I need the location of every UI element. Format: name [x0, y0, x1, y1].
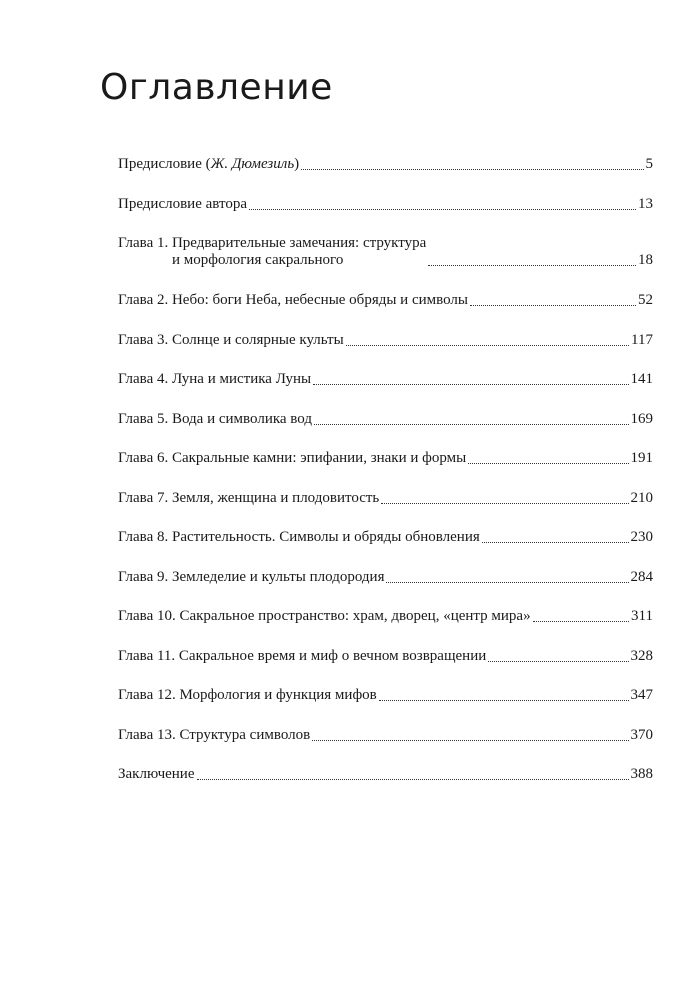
foreword-author: Ж. Дюмезиль: [210, 156, 295, 172]
toc-page-number: 370: [630, 726, 653, 743]
toc-entry-title: Глава 8. Растительность. Символы и обряды обновления: [118, 529, 480, 545]
dot-leader: [386, 582, 628, 583]
toc-entry-chapter-10: [118, 608, 653, 625]
toc-entry-author-preface: [118, 196, 653, 213]
dot-leader: [482, 542, 629, 543]
dot-leader: [197, 779, 629, 780]
dot-leader: [346, 345, 629, 346]
toc-entry-chapter-12: [118, 687, 653, 704]
toc-entry-title: Глава 4. Луна и мистика Луны: [118, 371, 312, 387]
toc-entry-chapter-8: [118, 529, 653, 546]
toc-entry-chapter-1: [118, 235, 653, 269]
toc-entry-title: Глава 13. Структура символов: [118, 726, 311, 743]
toc-page-number: 311: [631, 608, 653, 624]
toc-page-number: 230: [630, 529, 653, 545]
dot-leader: [468, 463, 628, 464]
toc-page-number: 388: [630, 766, 653, 782]
toc-entry-chapter-4: [118, 371, 653, 388]
toc-page-number: 210: [630, 489, 653, 506]
toc-entry-chapter-13: [118, 727, 653, 744]
toc-page-number: 169: [630, 410, 653, 427]
toc-entry-chapter-7: [118, 490, 653, 507]
toc-page-number: 13: [638, 195, 653, 212]
dot-leader: [249, 209, 636, 210]
toc-entry-title: Глава 5. Вода и символика вод: [118, 410, 312, 427]
toc-entry-chapter-2: [118, 292, 653, 309]
toc-page-number: 328: [630, 647, 653, 664]
toc-page-number: 117: [631, 331, 653, 348]
toc-entry-conclusion: [118, 766, 653, 783]
toc-page-number: 52: [638, 292, 653, 308]
toc-entry-title-continued: и морфология сакрального: [172, 252, 344, 268]
toc-heading: Оглавление: [100, 67, 333, 108]
toc-entry-title: Глава 11. Сакральное время и миф о вечном возвращении: [118, 647, 487, 664]
toc-entry-title: Заключение: [118, 766, 195, 782]
toc-page-number: 141: [630, 371, 653, 387]
toc-entry-chapter-5: [118, 411, 653, 428]
toc-entry-title: Глава 3. Солнце и солярные культы: [118, 331, 344, 348]
toc-entry-chapter-6: [118, 450, 653, 467]
toc-page-number: 191: [630, 450, 653, 466]
dot-leader: [301, 169, 643, 170]
toc-entry-title: Предисловие (Ж. Дюмезиль): [118, 156, 300, 172]
toc-page-number: 347: [630, 687, 653, 703]
toc-entry-chapter-11: [118, 648, 653, 665]
toc-entry-foreword: [118, 156, 653, 173]
toc-entry-title: Предисловие автора: [118, 195, 247, 212]
toc-page-number: 5: [645, 156, 653, 172]
toc-list: [118, 156, 653, 806]
dot-leader: [470, 305, 636, 306]
dot-leader: [313, 384, 628, 385]
toc-entry-title: Глава 1. Предварительные замечания: структура: [118, 235, 427, 251]
toc-page-number: 284: [630, 568, 653, 585]
dot-leader: [312, 740, 628, 741]
toc-entry-title: Глава 6. Сакральные камни: эпифании, знаки и формы: [118, 450, 467, 466]
toc-entry-title: Глава 12. Морфология и функция мифов: [118, 687, 377, 703]
toc-entry-title: Глава 2. Небо: боги Неба, небесные обряды и символы: [118, 292, 468, 308]
dot-leader: [428, 265, 636, 266]
dot-leader: [488, 661, 628, 662]
dot-leader: [533, 621, 629, 622]
toc-entry-title: Глава 9. Земледелие и культы плодородия: [118, 568, 385, 585]
dot-leader: [381, 503, 628, 504]
toc-entry-chapter-9: [118, 569, 653, 586]
toc-page-number: 18: [638, 252, 653, 268]
toc-entry-chapter-3: [118, 332, 653, 349]
toc-entry-title: Глава 10. Сакральное пространство: храм, дворец, «центр мира»: [118, 608, 531, 624]
toc-entry-title: Глава 7. Земля, женщина и плодовитость: [118, 489, 380, 506]
dot-leader: [379, 700, 629, 701]
dot-leader: [314, 424, 629, 425]
